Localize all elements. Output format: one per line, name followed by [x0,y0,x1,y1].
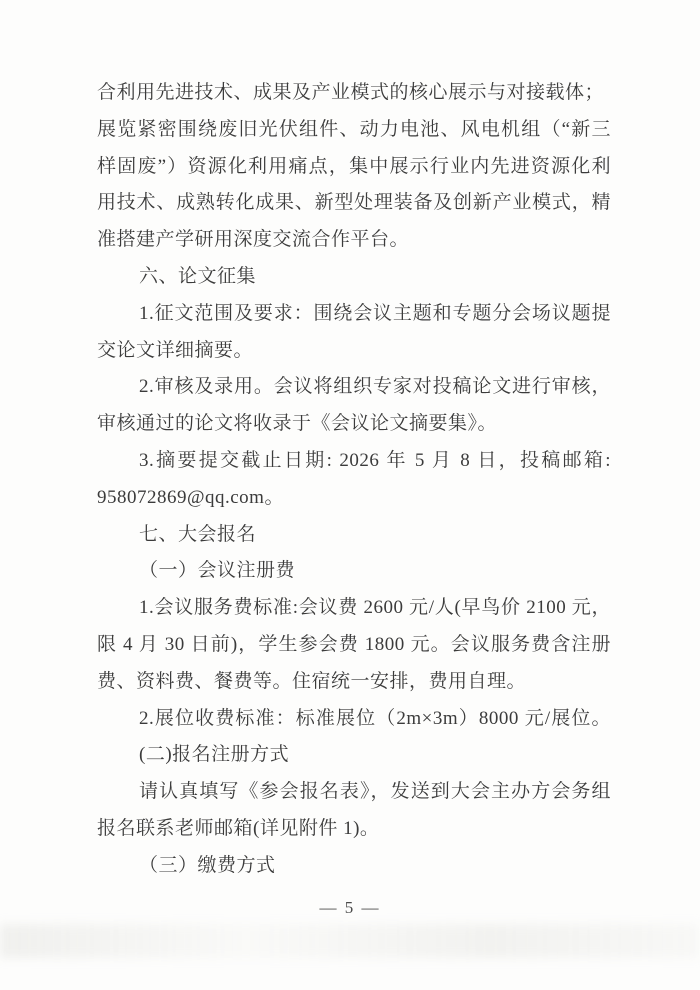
text-line: 展览紧密围绕废旧光伏组件、动力电池、风电机组（“新三 [97,118,611,140]
text-line: 样固废”）资源化利用痛点，集中展示行业内先进资源化利 [97,155,611,177]
text-line: 请认真填写《参会报名表》，发送到大会主办方会务组 [139,781,611,803]
text-line: 限 4 月 30 日前)，学生参会费 1800 元。会议服务费含注册 [97,633,611,655]
text-line: 七、大会报名 [139,523,257,545]
scan-artifact [0,924,700,958]
text-line: 958072869@qq.com。 [97,486,284,508]
text-line: 准搭建产学研用深度交流合作平台。 [97,229,410,251]
text-line: 合利用先进技术、成果及产业模式的核心展示与对接载体； [97,82,605,103]
text-line: 审核通过的论文将收录于《会议论文摘要集》。 [97,413,498,435]
text-line: 报名联系老师邮箱(详见附件 1)。 [97,817,380,839]
text-line: 3.摘要提交截止日期: 2026 年 5 月 8 日，投稿邮箱: [139,449,611,471]
text-line: 1.会议服务费标准:会议费 2600 元/人(早鸟价 2100 元， [139,597,611,619]
document-body [97,75,611,885]
text-line: 2.展位收费标准：标准展位（2m×3m）8000 元/展位。 [139,707,611,729]
text-line: （一）会议注册费 [139,560,296,582]
text-line: 用技术、成熟转化成果、新型处理装备及创新产业模式，精 [97,192,611,214]
text-line: 六、论文征集 [139,265,257,287]
text-line: 2.审核及录用。会议将组织专家对投稿论文进行审核， [139,376,611,398]
text-line: (二)报名注册方式 [139,744,290,766]
text-line: （三）缴费方式 [139,854,276,876]
text-line: 交论文详细摘要。 [97,339,254,361]
text-line: 1.征文范围及要求：围绕会议主题和专题分会场议题提 [139,302,611,324]
text-line: 费、资料费、餐费等。住宿统一安排，费用自理。 [97,670,527,692]
page-number: — 5 — [319,898,381,917]
